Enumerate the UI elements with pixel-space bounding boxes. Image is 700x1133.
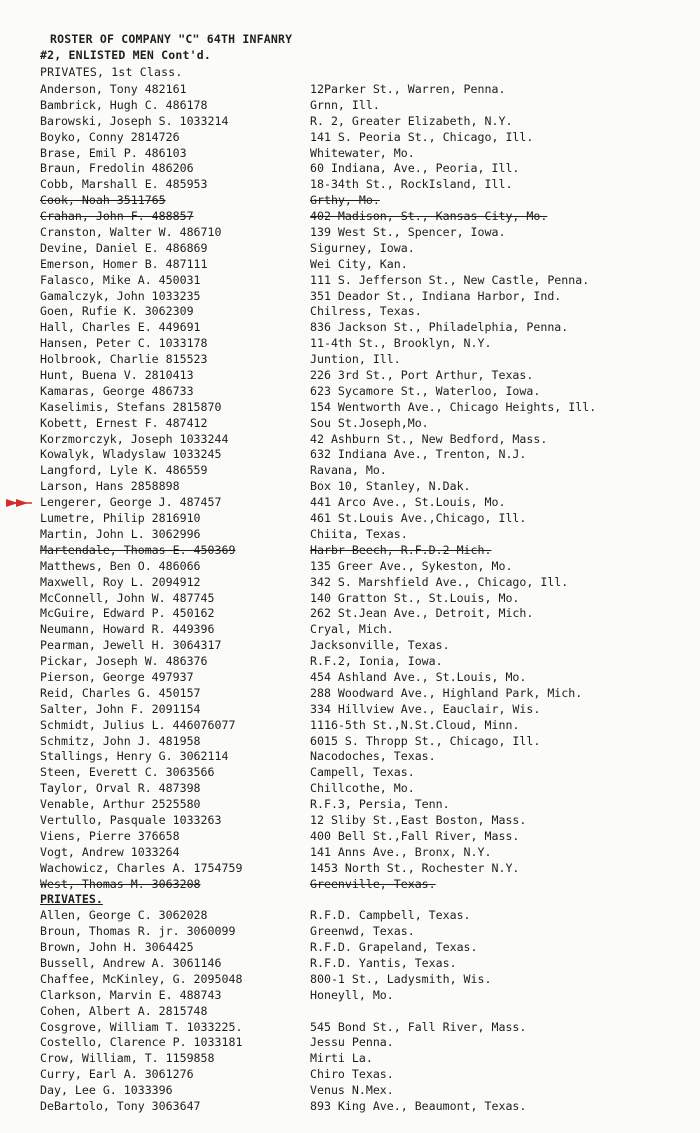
soldier-address: R.F.D. Campbell, Texas. xyxy=(310,908,471,923)
soldier-name: McConnell, John W. 487745 xyxy=(40,590,215,605)
soldier-address: R.F.D. Yantis, Texas. xyxy=(310,955,457,970)
roster-row xyxy=(0,177,700,193)
roster-row xyxy=(0,130,700,146)
soldier-name: Clarkson, Marvin E. 488743 xyxy=(40,987,222,1002)
soldier-name: Kamaras, George 486733 xyxy=(40,383,194,398)
roster-row xyxy=(0,527,700,543)
soldier-address: Sigurney, Iowa. xyxy=(310,240,415,255)
soldier-name: Hall, Charles E. 449691 xyxy=(40,320,201,335)
soldier-address: 632 Indiana Ave., Trenton, N.J. xyxy=(310,447,527,462)
soldier-address: 60 Indiana, Ave., Peoria, Ill. xyxy=(310,161,520,176)
soldier-address: Venus N.Mex. xyxy=(310,1083,394,1098)
soldier-name: Lumetre, Philip 2816910 xyxy=(40,511,201,526)
soldier-name: Crahan, John F. 488857 xyxy=(40,209,194,224)
soldier-address: Jacksonville, Texas. xyxy=(310,638,450,653)
soldier-name: Langford, Lyle K. 486559 xyxy=(40,463,208,478)
soldier-name: Broun, Thomas R. jr. 3060099 xyxy=(40,924,236,939)
soldier-address: Campell, Texas. xyxy=(310,765,415,780)
soldier-address: Greenwd, Texas. xyxy=(310,924,415,939)
soldier-address: R.F.3, Persia, Tenn. xyxy=(310,797,450,812)
soldier-address: Mirti La. xyxy=(310,1051,373,1066)
roster-row xyxy=(0,479,700,495)
soldier-address: 111 S. Jefferson St., New Castle, Penna. xyxy=(310,272,590,287)
soldier-name: Schmidt, Julius L. 446076077 xyxy=(40,717,236,732)
soldier-address: R.F.D. Grapeland, Texas. xyxy=(310,940,478,955)
soldier-address: 334 Hillview Ave., Eauclair, Wis. xyxy=(310,701,541,716)
soldier-name: Pickar, Joseph W. 486376 xyxy=(40,654,208,669)
soldier-name: Maxwell, Roy L. 2094912 xyxy=(40,574,201,589)
soldier-address: 6015 S. Thropp St., Chicago, Ill. xyxy=(310,733,541,748)
soldier-name: Stallings, Henry G. 3062114 xyxy=(40,749,229,764)
soldier-address: 836 Jackson St., Philadelphia, Penna. xyxy=(310,320,569,335)
soldier-name: Bambrick, Hugh C. 486178 xyxy=(40,97,208,112)
soldier-address: 545 Bond St., Fall River, Mass. xyxy=(310,1019,527,1034)
soldier-name: DeBartolo, Tony 3063647 xyxy=(40,1099,201,1113)
roster-row xyxy=(0,1035,700,1051)
soldier-address: 262 St.Jean Ave., Detroit, Mich. xyxy=(310,606,534,621)
roster-row xyxy=(0,606,700,622)
soldier-name: Gamalczyk, John 1033235 xyxy=(40,288,201,303)
soldier-name: Lengerer, George J. 487457 xyxy=(40,495,222,510)
roster-row xyxy=(0,273,700,289)
roster-row xyxy=(0,686,700,702)
roster-row xyxy=(0,161,700,177)
soldier-name: Barowski, Joseph S. 1033214 xyxy=(40,113,229,128)
roster-row xyxy=(0,1067,700,1083)
roster-row xyxy=(0,1020,700,1036)
roster-row xyxy=(0,241,700,257)
soldier-address: 139 West St., Spencer, Iowa. xyxy=(310,225,506,240)
roster-row xyxy=(0,146,700,162)
soldier-address: 288 Woodward Ave., Highland Park, Mich. xyxy=(310,685,583,700)
roster-row xyxy=(0,1004,700,1020)
soldier-address: Whitewater, Mo. xyxy=(310,145,415,160)
roster-row xyxy=(0,829,700,845)
soldier-name: Day, Lee G. 1033396 xyxy=(40,1083,173,1098)
soldier-address: 400 Bell St.,Fall River, Mass. xyxy=(310,828,520,843)
roster-row xyxy=(0,622,700,638)
roster-row xyxy=(0,877,700,893)
roster-subtitle: #2, ENLISTED MEN Cont'd. xyxy=(40,48,211,62)
soldier-name: Venable, Arthur 2525580 xyxy=(40,797,201,812)
soldier-name: Devine, Daniel E. 486869 xyxy=(40,240,208,255)
soldier-name: Allen, George C. 3062028 xyxy=(40,908,208,923)
soldier-address: Sou St.Joseph,Mo. xyxy=(310,415,429,430)
soldier-name: Cobb, Marshall E. 485953 xyxy=(40,177,208,192)
soldier-name: Hansen, Peter C. 1033178 xyxy=(40,336,208,351)
soldier-address: 226 3rd St., Port Arthur, Texas. xyxy=(310,368,534,383)
roster-row xyxy=(0,575,700,591)
soldier-address: 12Parker St., Warren, Penna. xyxy=(310,82,506,96)
soldier-address: R.F.2, Ionia, Iowa. xyxy=(310,654,443,669)
soldier-name: Cohen, Albert A. 2815748 xyxy=(40,1003,208,1018)
soldier-name: Hunt, Buena V. 2810413 xyxy=(40,368,194,383)
soldier-address: 461 St.Louis Ave.,Chicago, Ill. xyxy=(310,511,527,526)
soldier-name: Cook, Noah 3511765 xyxy=(40,193,166,208)
soldier-name: Boyko, Conny 2814726 xyxy=(40,129,180,144)
roster-row xyxy=(0,702,700,718)
roster-row xyxy=(0,1051,700,1067)
roster-row xyxy=(0,908,700,924)
soldier-address: 402 Madison, St., Kansas City, Mo. xyxy=(310,209,548,224)
soldier-address: 141 S. Peoria St., Chicago, Ill. xyxy=(310,129,534,144)
roster-row xyxy=(0,734,700,750)
soldier-name: Martin, John L. 3062996 xyxy=(40,526,201,541)
soldier-name: Reid, Charles G. 450157 xyxy=(40,685,201,700)
roster-row xyxy=(0,432,700,448)
soldier-name: Bussell, Andrew A. 3061146 xyxy=(40,955,222,970)
soldier-name: Larson, Hans 2858898 xyxy=(40,479,180,494)
soldier-name: Crow, William, T. 1159858 xyxy=(40,1051,215,1066)
roster-row xyxy=(0,956,700,972)
soldier-address: 11-4th St., Brooklyn, N.Y. xyxy=(310,336,492,351)
roster-row xyxy=(0,495,700,511)
roster-row xyxy=(0,861,700,877)
soldier-address: 441 Arco Ave., St.Louis, Mo. xyxy=(310,495,506,510)
roster-row xyxy=(0,749,700,765)
roster-row xyxy=(0,511,700,527)
roster-row xyxy=(0,304,700,320)
soldier-address: Wei City, Kan. xyxy=(310,256,408,271)
roster-row xyxy=(0,336,700,352)
soldier-name: Holbrook, Charlie 815523 xyxy=(40,352,208,367)
roster-row xyxy=(0,416,700,432)
roster-row xyxy=(0,352,700,368)
roster-row xyxy=(0,638,700,654)
soldier-name: Goen, Rufie K. 3062309 xyxy=(40,304,194,319)
roster-row xyxy=(0,225,700,241)
roster-list xyxy=(0,82,700,1115)
soldier-name: Brown, John H. 3064425 xyxy=(40,940,194,955)
soldier-address: 18-34th St., RockIsland, Ill. xyxy=(310,177,513,192)
roster-row xyxy=(0,559,700,575)
soldier-name: McGuire, Edward P. 450162 xyxy=(40,606,215,621)
roster-row xyxy=(0,813,700,829)
soldier-name: Braun, Fredolin 486206 xyxy=(40,161,194,176)
soldier-name: Chaffee, McKinley, G. 2095048 xyxy=(40,971,243,986)
soldier-name: Kowalyk, Wladyslaw 1033245 xyxy=(40,447,222,462)
soldier-name: Kobett, Ernest F. 487412 xyxy=(40,415,208,430)
roster-row xyxy=(0,257,700,273)
soldier-name: Brase, Emil P. 486103 xyxy=(40,145,187,160)
roster-row xyxy=(0,591,700,607)
soldier-address: Ravana, Mo. xyxy=(310,463,387,478)
soldier-name: Falasco, Mike A. 450031 xyxy=(40,272,201,287)
soldier-name: Kaselimis, Stefans 2815870 xyxy=(40,399,222,414)
soldier-name: Cranston, Walter W. 486710 xyxy=(40,225,222,240)
roster-row xyxy=(0,463,700,479)
roster-row xyxy=(0,209,700,225)
roster-row xyxy=(0,114,700,130)
soldier-address: R. 2, Greater Elizabeth, N.Y. xyxy=(310,113,513,128)
soldier-name: Anderson, Tony 482161 xyxy=(40,82,187,96)
class-heading: PRIVATES, 1st Class. xyxy=(40,65,183,79)
soldier-name: Vogt, Andrew 1033264 xyxy=(40,844,180,859)
soldier-address: Juntion, Ill. xyxy=(310,352,401,367)
soldier-address: Box 10, Stanley, N.Dak. xyxy=(310,479,471,494)
roster-row xyxy=(0,82,700,98)
soldier-address: 454 Ashland Ave., St.Louis, Mo. xyxy=(310,669,527,684)
soldier-name: Vertullo, Pasquale 1033263 xyxy=(40,812,222,827)
roster-row xyxy=(0,289,700,305)
soldier-name: Schmitz, John J. 481958 xyxy=(40,733,201,748)
soldier-name: Korzmorczyk, Joseph 1033244 xyxy=(40,431,229,446)
roster-title: ROSTER OF COMPANY "C" 64TH INFANRY xyxy=(50,32,293,46)
roster-row xyxy=(0,924,700,940)
soldier-address: 623 Sycamore St., Waterloo, Iowa. xyxy=(310,383,541,398)
soldier-name: Pearman, Jewell H. 3064317 xyxy=(40,638,222,653)
roster-row xyxy=(0,988,700,1004)
soldier-name: Viens, Pierre 376658 xyxy=(40,828,180,843)
soldier-address: Grthy, Mo. xyxy=(310,193,380,208)
roster-row xyxy=(0,320,700,336)
roster-row xyxy=(0,1099,700,1115)
soldier-address: Chiita, Texas. xyxy=(310,526,408,541)
soldier-address: Honeyll, Mo. xyxy=(310,987,394,1002)
soldier-address: 12 Sliby St.,East Boston, Mass. xyxy=(310,812,527,827)
soldier-name: Emerson, Homer B. 487111 xyxy=(40,256,208,271)
soldier-address: 154 Wentworth Ave., Chicago Heights, Ill. xyxy=(310,399,597,414)
soldier-name: Curry, Earl A. 3061276 xyxy=(40,1067,194,1082)
soldier-address: 893 King Ave., Beaumont, Texas. xyxy=(310,1099,527,1113)
roster-row xyxy=(0,718,700,734)
soldier-address: Harbr Beech, R.F.D.2 Mich. xyxy=(310,542,492,557)
soldier-name: Pierson, George 497937 xyxy=(40,669,194,684)
roster-row xyxy=(0,447,700,463)
roster-row xyxy=(0,1083,700,1099)
roster-row xyxy=(0,543,700,559)
soldier-name: Taylor, Orval R. 487398 xyxy=(40,781,201,796)
soldier-address: Greenville, Texas. xyxy=(310,876,436,891)
soldier-name: Cosgrove, William T. 1033225. xyxy=(40,1019,243,1034)
roster-row xyxy=(0,670,700,686)
soldier-address: Chiro Texas. xyxy=(310,1067,394,1082)
soldier-name: Costello, Clarence P. 1033181 xyxy=(40,1035,243,1050)
soldier-address: Cryal, Mich. xyxy=(310,622,394,637)
soldier-name: West, Thomas M. 3063208 xyxy=(40,876,201,891)
soldier-address: Grnn, Ill. xyxy=(310,97,380,112)
soldier-address: 1453 North St., Rochester N.Y. xyxy=(310,860,520,875)
soldier-address: Nacodoches, Texas. xyxy=(310,749,436,764)
soldier-address: 800-1 St., Ladysmith, Wis. xyxy=(310,971,492,986)
soldier-address: 42 Ashburn St., New Bedford, Mass. xyxy=(310,431,548,446)
roster-row xyxy=(0,940,700,956)
soldier-name: Neumann, Howard R. 449396 xyxy=(40,622,215,637)
soldier-address: 351 Deador St., Indiana Harbor, Ind. xyxy=(310,288,562,303)
soldier-address: 135 Greer Ave., Sykeston, Mo. xyxy=(310,558,513,573)
soldier-name: Martendale, Thomas E. 450369 xyxy=(40,542,236,557)
roster-row xyxy=(0,765,700,781)
soldier-name: Salter, John F. 2091154 xyxy=(40,701,201,716)
soldier-address: 141 Anns Ave., Bronx, N.Y. xyxy=(310,844,492,859)
soldier-name: Steen, Everett C. 3063566 xyxy=(40,765,215,780)
soldier-name: Matthews, Ben O. 486066 xyxy=(40,558,201,573)
roster-row xyxy=(0,368,700,384)
soldier-name: Wachowicz, Charles A. 1754759 xyxy=(40,860,243,875)
roster-row xyxy=(0,972,700,988)
roster-row xyxy=(0,98,700,114)
roster-row xyxy=(0,400,700,416)
roster-row xyxy=(0,654,700,670)
soldier-address: Chillcothe, Mo. xyxy=(310,781,415,796)
roster-row xyxy=(0,193,700,209)
soldier-address: Chilress, Texas. xyxy=(310,304,422,319)
soldier-address: 342 S. Marshfield Ave., Chicago, Ill. xyxy=(310,574,569,589)
soldier-address: 1116-5th St.,N.St.Cloud, Minn. xyxy=(310,717,520,732)
roster-row xyxy=(0,781,700,797)
roster-row xyxy=(0,845,700,861)
roster-row xyxy=(0,797,700,813)
privates-heading: PRIVATES. xyxy=(40,892,103,907)
soldier-address: Jessu Penna. xyxy=(310,1035,394,1050)
roster-row xyxy=(0,384,700,400)
soldier-address: 140 Gratton St., St.Louis, Mo. xyxy=(310,590,520,605)
